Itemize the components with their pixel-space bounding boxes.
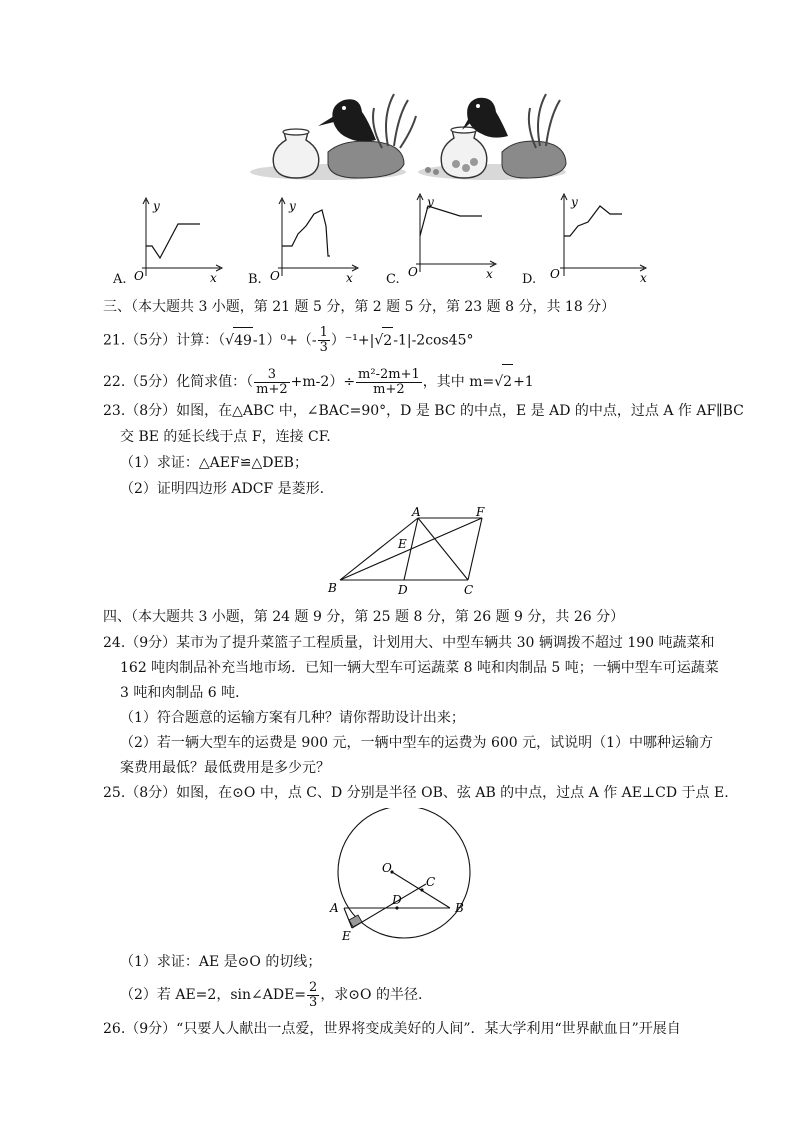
option-a-origin: O	[134, 269, 144, 282]
section3-heading: 三、（本大题共 3 小题，第 21 题 5 分，第 2 题 5 分，第 23 题 8 分，共 18 分）	[103, 299, 616, 315]
q23-label-f: F	[476, 505, 485, 519]
q23-label-c: C	[464, 583, 474, 597]
option-a-y-label: y	[153, 199, 160, 213]
q21-fraction	[318, 326, 330, 355]
option-d-graph[interactable]	[548, 192, 652, 282]
q22-fraction-1	[254, 368, 290, 397]
right-scene	[418, 94, 566, 180]
q21-mid1: -1）⁰+（-	[252, 332, 317, 349]
q22-f2-num: m²-2m+1	[358, 366, 420, 382]
option-c-label[interactable]: C.	[386, 272, 400, 287]
q22-fraction-2	[356, 368, 422, 397]
q23-part2: （2）证明四边形 ADCF 是菱形.	[120, 481, 325, 497]
q21-mid2: ）⁻¹+|	[330, 332, 375, 349]
q24-line3: 3 吨和肉制品 6 吨．	[120, 685, 250, 701]
q25-fraction	[307, 981, 319, 1010]
q25-line1: 25.（8分）如图，在⊙O 中，点 C、D 分别是半径 OB、弦 AB 的中点，过点 A 作 AE⊥CD 于点 E.	[103, 785, 729, 801]
q22-prefix: 22.（5分）化简求值：（	[103, 374, 254, 390]
crow-pitcher-illustration	[248, 86, 568, 182]
option-b-x-label: x	[346, 271, 353, 282]
option-b-y-label: y	[289, 199, 296, 213]
q22-f2-den: m+2	[373, 381, 405, 397]
q22-after: ，其中 m=	[422, 374, 495, 390]
section4-heading: 四、（本大题共 3 小题，第 24 题 9 分，第 25 题 8 分，第 26 题 9 分，共 26 分）	[103, 609, 625, 625]
option-d-x-label: x	[640, 271, 647, 282]
option-d-origin: O	[550, 267, 560, 281]
option-c-graph[interactable]	[404, 192, 500, 278]
q25-label-b: B	[455, 901, 464, 915]
option-a-x-label: x	[210, 271, 217, 282]
q24-part2a: （2）若一辆大型车的运费是 900 元，一辆中型车的运费为 600 元，试说明（1）中哪种运输方	[120, 735, 714, 751]
q23-label-a: A	[412, 505, 421, 519]
option-b-graph[interactable]	[266, 196, 362, 282]
q25-part1: （1）求证：AE 是⊙O 的切线；	[120, 954, 322, 970]
option-b-label[interactable]: B.	[248, 272, 262, 287]
q25-figure	[322, 808, 480, 948]
q25-label-e: E	[342, 929, 351, 943]
q23-figure	[322, 504, 494, 598]
q22-f1-num: 3	[254, 368, 290, 383]
q21-frac-den: 3	[319, 340, 328, 355]
option-a-graph[interactable]	[130, 196, 226, 282]
q21-sqrt-arg: 49	[233, 327, 253, 354]
q25-part2	[120, 978, 422, 1012]
q24-part2b: 案费用最低？最低费用是多少元？	[120, 760, 330, 776]
option-c-y-label: y	[427, 195, 434, 209]
q26-line1: 26.（9分）“只要人人献出一点爱，世界将变成美好的人间”．某大学利用“世界献血日”开展自	[103, 1021, 681, 1037]
option-a-label[interactable]: A.	[113, 272, 127, 287]
q24-part1: （1）符合题意的运输方案有几种？请你帮助设计出来；	[120, 710, 465, 726]
option-c-x-label: x	[486, 267, 493, 278]
q25-label-o: O	[382, 861, 392, 875]
q21-prefix: 21.（5分）计算：（	[103, 332, 226, 349]
option-b-origin: O	[270, 269, 280, 282]
q22-sqrt-arg: 2	[502, 364, 513, 399]
q24-line2: 162 吨肉制品补充当地市场．已知一辆大型车可运蔬菜 8 吨和肉制品 5 吨；一辆中型车可运蔬菜	[120, 660, 719, 676]
q21-sqrt2: 2	[382, 327, 393, 354]
q23-label-b: B	[328, 581, 337, 595]
q25-frac-den: 3	[309, 994, 318, 1010]
q23-part1: （1）求证：△AEF≌△DEB；	[120, 455, 308, 471]
option-d-y-label: y	[571, 195, 578, 209]
q22: 22.（5分）化简求值：（ $\frac{3}{m+2}$ +m-2）÷ $\frac{\text{m²-2m+1}}{m+2}$ ，其中 m=√2+1	[103, 364, 534, 398]
q25-label-a: A	[330, 901, 339, 915]
q23-label-e: E	[398, 537, 407, 551]
q22-tail: +1	[513, 374, 534, 390]
q21: 21.（5分）计算：（√49-1）⁰+（- $\frac{1}{3}$ ）⁻¹+|√2-1|-2cos45°	[103, 325, 474, 355]
left-scene	[250, 94, 416, 180]
q21-tail: -1|-2cos45°	[393, 332, 474, 349]
q25-part2-pre: （2）若 AE=2，sin∠ADE=	[120, 987, 307, 1003]
q23-label-d: D	[398, 583, 408, 597]
q23-line2: 交 BE 的延长线于点 F，连接 CF.	[120, 429, 331, 445]
q25-label-d: D	[392, 893, 402, 907]
option-c-origin: O	[408, 265, 418, 278]
q24-line1: 24.（9分）某市为了提升菜篮子工程质量，计划用大、中型车辆共 30 辆调拨不超过 190 吨蔬菜和	[103, 635, 715, 651]
q25-part2-post: ，求⊙O 的半径.	[320, 987, 423, 1003]
option-d-label[interactable]: D.	[522, 272, 537, 287]
q21-frac-num: 1	[319, 325, 328, 340]
q25-frac-num: 2	[309, 979, 318, 995]
q22-f1-den: m+2	[256, 381, 288, 397]
q23-line1: 23.（8分）如图，在△ABC 中，∠BAC=90°，D 是 BC 的中点，E 是 AD 的中点，过点 A 作 AF∥BC	[103, 403, 744, 419]
q22-mid: +m-2）÷	[290, 374, 356, 390]
q25-label-c: C	[426, 875, 436, 889]
